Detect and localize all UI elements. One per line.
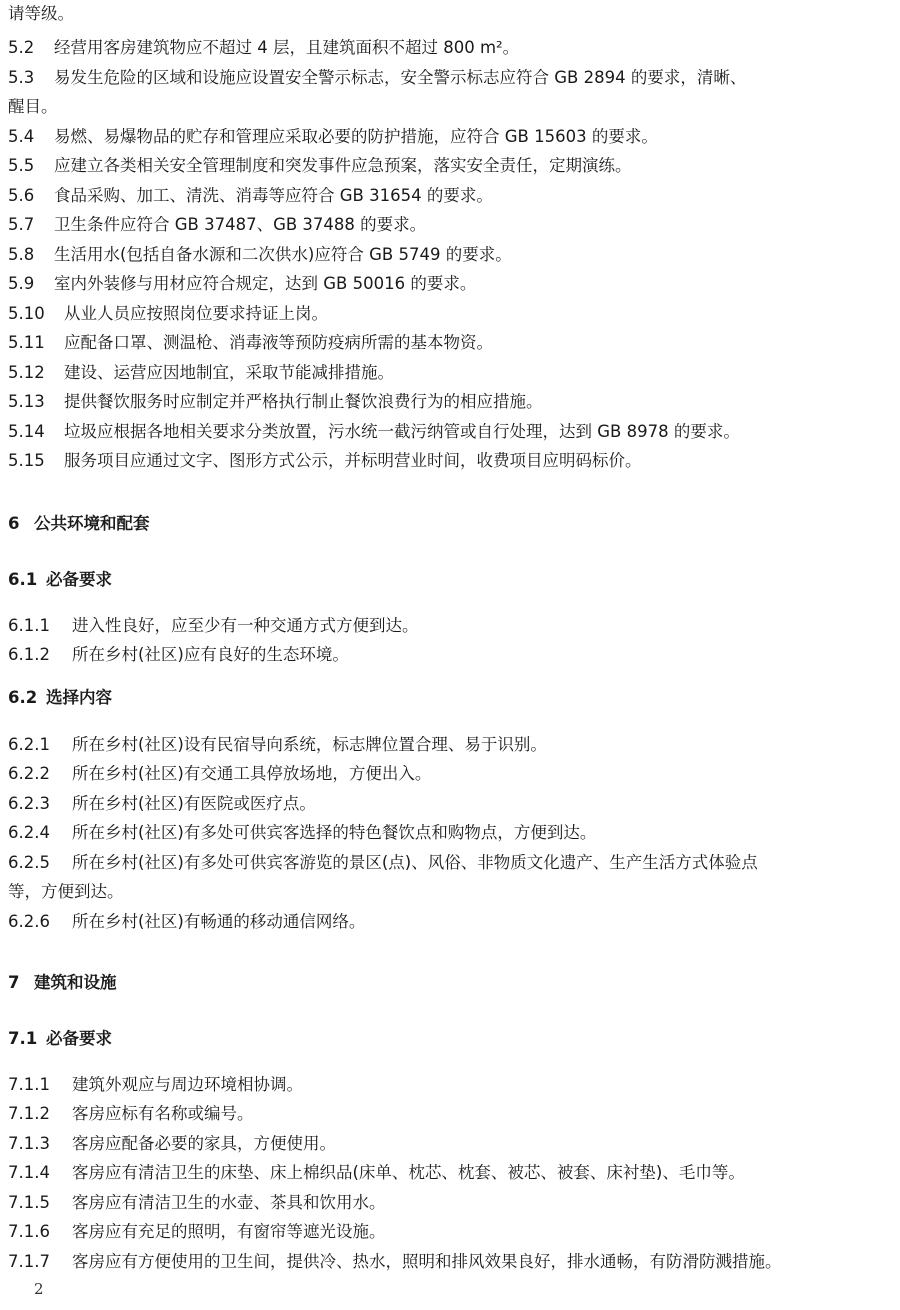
clause-5-8: 5.8 生活用水(包括自备水源和二次供水)应符合 GB 5749 的要求。 <box>8 245 512 264</box>
clause-7-1-2: 7.1.2 客房应标有名称或编号。 <box>8 1104 254 1123</box>
clause-6-2-5-continuation: 等，方便到达。 <box>8 882 124 901</box>
clause-5-12: 5.12 建设、运营应因地制宜，采取节能减排措施。 <box>8 363 394 382</box>
clause-7-1-3: 7.1.3 客房应配备必要的家具，方便使用。 <box>8 1134 336 1153</box>
clause-5-14: 5.14 垃圾应根据各地相关要求分类放置，污水统一截污纳管或自行处理，达到 GB 8978 的要求。 <box>8 422 740 441</box>
clause-5-11: 5.11 应配备口罩、测温枪、消毒液等预防疫病所需的基本物资。 <box>8 333 493 352</box>
page-number: 2 <box>34 1280 44 1298</box>
clause-6-2-4: 6.2.4 所在乡村(社区)有多处可供宾客选择的特色餐饮点和购物点，方便到达。 <box>8 823 597 842</box>
subsection-6-2-heading: 6.2 选择内容 <box>8 688 112 707</box>
clause-5-13: 5.13 提供餐饮服务时应制定并严格执行制止餐饮浪费行为的相应措施。 <box>8 392 543 411</box>
clause-5-10: 5.10 从业人员应按照岗位要求持证上岗。 <box>8 304 328 323</box>
subsection-7-1-heading: 7.1 必备要求 <box>8 1029 112 1048</box>
clause-6-2-1: 6.2.1 所在乡村(社区)设有民宿导向系统，标志牌位置合理、易于识别。 <box>8 735 547 754</box>
clause-6-2-5: 6.2.5 所在乡村(社区)有多处可供宾客游览的景区(点)、风俗、非物质文化遗产、生产生活方式体验点 <box>8 853 758 872</box>
clause-6-1-1: 6.1.1 进入性良好，应至少有一种交通方式方便到达。 <box>8 616 419 635</box>
clause-5-3-continuation: 醒目。 <box>8 97 58 116</box>
section-7-heading: 7 建筑和设施 <box>8 973 117 992</box>
clause-5-7: 5.7 卫生条件应符合 GB 37487、GB 37488 的要求。 <box>8 215 427 234</box>
clause-5-6: 5.6 食品采购、加工、清洗、消毒等应符合 GB 31654 的要求。 <box>8 186 493 205</box>
paragraph-continuation: 请等级。 <box>8 4 74 23</box>
clause-5-3: 5.3 易发生危险的区域和设施应设置安全警示标志，安全警示标志应符合 GB 2894 的要求，清晰、 <box>8 68 747 87</box>
clause-7-1-4: 7.1.4 客房应有清洁卫生的床垫、床上棉织品(床单、枕芯、枕套、被芯、被套、床衬垫)、毛巾等。 <box>8 1163 745 1182</box>
clause-6-2-6: 6.2.6 所在乡村(社区)有畅通的移动通信网络。 <box>8 912 366 931</box>
section-6-heading: 6 公共环境和配套 <box>8 514 150 533</box>
clause-5-9: 5.9 室内外装修与用材应符合规定，达到 GB 50016 的要求。 <box>8 274 477 293</box>
clause-5-5: 5.5 应建立各类相关安全管理制度和突发事件应急预案，落实安全责任，定期演练。 <box>8 156 632 175</box>
clause-7-1-5: 7.1.5 客房应有清洁卫生的水壶、茶具和饮用水。 <box>8 1193 386 1212</box>
clause-5-2: 5.2 经营用客房建筑物应不超过 4 层，且建筑面积不超过 800 m²。 <box>8 38 520 57</box>
clause-6-2-3: 6.2.3 所在乡村(社区)有医院或医疗点。 <box>8 794 316 813</box>
clause-6-2-2: 6.2.2 所在乡村(社区)有交通工具停放场地，方便出入。 <box>8 764 432 783</box>
clause-7-1-7: 7.1.7 客房应有方便使用的卫生间，提供冷、热水，照明和排风效果良好，排水通畅，有防滑防溅措施。 <box>8 1252 782 1271</box>
clause-7-1-6: 7.1.6 客房应有充足的照明，有窗帘等遮光设施。 <box>8 1222 386 1241</box>
clause-7-1-1: 7.1.1 建筑外观应与周边环境相协调。 <box>8 1075 303 1094</box>
subsection-6-1-heading: 6.1 必备要求 <box>8 570 112 589</box>
clause-5-15: 5.15 服务项目应通过文字、图形方式公示，并标明营业时间，收费项目应明码标价。 <box>8 451 642 470</box>
clause-6-1-2: 6.1.2 所在乡村(社区)应有良好的生态环境。 <box>8 645 349 664</box>
clause-5-4: 5.4 易燃、易爆物品的贮存和管理应采取必要的防护措施，应符合 GB 15603 的要求。 <box>8 127 658 146</box>
